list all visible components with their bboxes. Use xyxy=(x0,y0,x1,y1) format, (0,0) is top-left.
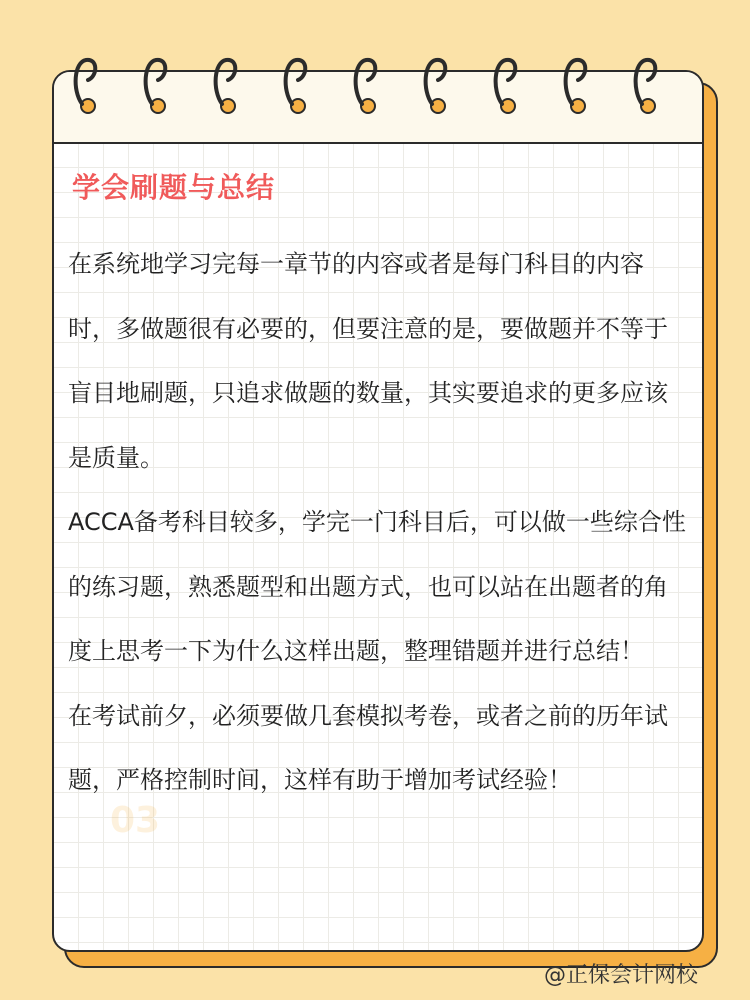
page-title: 学会刷题与总结 xyxy=(72,171,276,204)
article-body xyxy=(68,232,688,813)
paragraph-2: ACCA备考科目较多，学完一门科目后，可以做一些综合性的练习题，熟悉题型和出题方式，也可以站在出题者的角度上思考一下为什么这样出题，整理错题并进行总结！ xyxy=(68,508,686,665)
notebook-header-strip xyxy=(54,72,702,144)
paragraph-1: 在系统地学习完每一章节的内容或者是每门科目的内容时，多做题很有必要的，但要注意的是，要做题并不等于盲目地刷题，只追求做题的数量，其实要追求的更多应该是质量。 xyxy=(68,250,668,472)
paragraph-3: 在考试前夕，必须要做几套模拟考卷，或者之前的历年试题，严格控制时间，这样有助于增加考试经验！ xyxy=(68,701,668,794)
watermark-number: 03 xyxy=(110,800,161,841)
footer-handle: @正保会计网校 xyxy=(543,963,698,988)
